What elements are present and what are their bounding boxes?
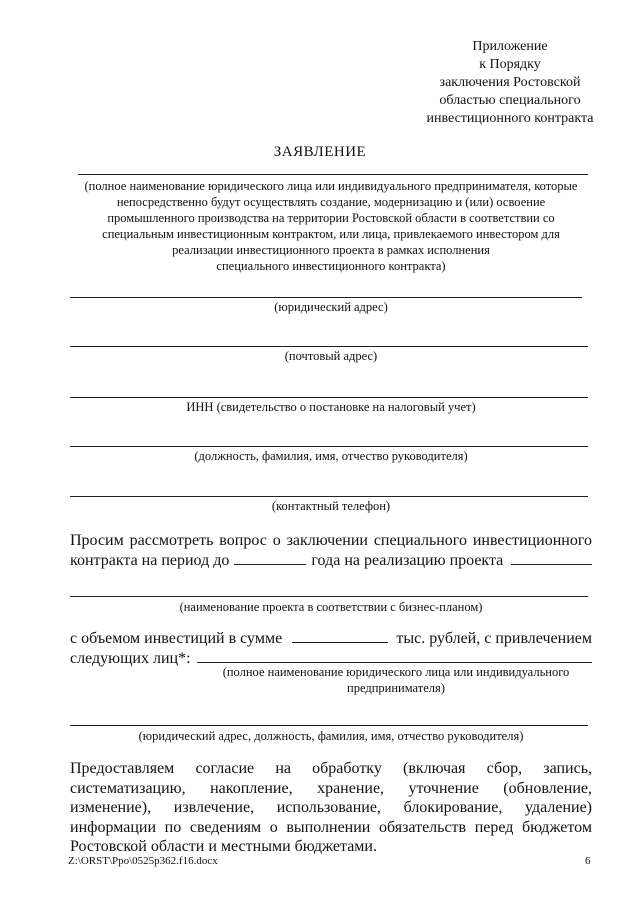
- applicant-name-field[interactable]: [78, 174, 588, 175]
- end-year-field[interactable]: [234, 550, 306, 565]
- inn-field[interactable]: [70, 397, 588, 398]
- caption-line: (полное наименование юридического лица или индивидуального предпринимателя, которые: [84, 179, 578, 193]
- applicant-caption: [70, 178, 592, 274]
- director-field[interactable]: [70, 446, 588, 447]
- header-line: к Порядку: [479, 57, 541, 72]
- caption-line: специального инвестиционного контракта): [216, 259, 446, 273]
- involved-entity-caption: [200, 664, 592, 696]
- involved-details-caption: (юридический адрес, должность, фамилия, имя, отчество руководителя): [138, 729, 524, 743]
- director-caption: (должность, фамилия, имя, отчество руководителя): [194, 449, 468, 463]
- project-inline-field[interactable]: [511, 550, 592, 565]
- request-text-project: года на реализацию проекта: [311, 552, 504, 569]
- phone-field[interactable]: [70, 496, 588, 497]
- inn-caption: ИНН (свидетельство о постановке на налоговый учет): [186, 400, 476, 414]
- caption-line: реализации инвестиционного проекта в рамках исполнения: [172, 243, 490, 257]
- investment-amount-field[interactable]: [292, 628, 388, 643]
- caption-line: специальным инвестиционным контрактом, или лица, привлекаемого инвестором для: [102, 227, 560, 241]
- page-number: 6: [585, 855, 591, 867]
- caption-line: промышленного производства на территории Ростовской области в соответствии со: [107, 211, 555, 225]
- request-paragraph: [70, 531, 592, 570]
- legal-address-field[interactable]: [70, 297, 582, 298]
- investment-text-thousand: тыс. рублей, с привлечением: [396, 630, 592, 647]
- caption-line: непосредственно будут осуществлять создание, модернизацию и (или) освоение: [116, 195, 546, 209]
- caption-line: предпринимателя): [347, 681, 445, 695]
- file-path: Z:\ORST\Ppo\0525p362.f16.docx: [68, 855, 218, 867]
- investment-line-1: [70, 628, 592, 648]
- header-line: областью специального: [439, 93, 581, 108]
- header-line: заключения Ростовской: [439, 75, 581, 90]
- project-name-field[interactable]: [70, 596, 588, 597]
- request-line-1: Просим рассмотреть вопрос о заключении специального инвестиционного: [70, 532, 592, 549]
- postal-address-caption: (почтовый адрес): [284, 349, 378, 363]
- legal-address-caption: (юридический адрес): [274, 300, 388, 314]
- caption-line: (полное наименование юридического лица или индивидуального: [222, 665, 570, 679]
- request-text-period: контракта на период до: [70, 552, 230, 569]
- investment-text-amount: с объемом инвестиций в сумме: [70, 630, 283, 647]
- request-line-2: [70, 550, 592, 570]
- consent-paragraph: Предоставляем согласие на обработку (включая сбор, запись, систематизацию, накопление, хранение, уточнение (обновление, изменение), извлечение, использование, блокирование, удаление) информации по сведениям о выполнении обязательств перед бюджетом Ростовской области и местными бюджетами.: [70, 760, 592, 855]
- involved-details-field[interactable]: [70, 725, 588, 726]
- investment-paragraph: [70, 628, 592, 668]
- header-line: Приложение: [472, 39, 548, 54]
- phone-caption: (контактный телефон): [271, 499, 391, 513]
- involved-entity-field[interactable]: [197, 648, 592, 663]
- header-line: инвестиционного контракта: [426, 111, 594, 126]
- project-name-caption: (наименование проекта в соответствии с бизнес-планом): [179, 600, 483, 614]
- investment-text-persons: следующих лиц*:: [70, 650, 191, 667]
- appendix-header: [360, 38, 640, 128]
- postal-address-field[interactable]: [70, 346, 588, 347]
- document-title: ЗАЯВЛЕНИЕ: [273, 144, 367, 160]
